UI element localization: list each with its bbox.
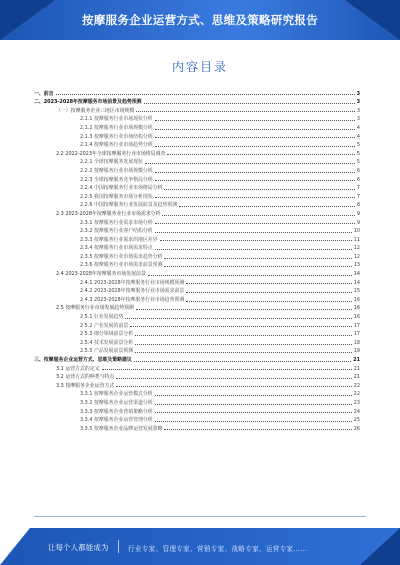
toc-leader-dots: [167, 154, 355, 155]
toc-entry-text: 2.4.2 2023-2028年按摩服务行业市场需求前景: [80, 288, 185, 295]
toc-entry[interactable]: [34, 294, 360, 303]
toc-leader-dots: [155, 120, 355, 121]
toc-page-number: 21: [353, 357, 360, 363]
toc-page-number: 4: [356, 133, 360, 140]
toc-entry[interactable]: [34, 311, 360, 320]
toc-entry[interactable]: [34, 200, 360, 209]
toc-entry-text: 3.3.5 按摩服务企业品牌运营发展策略: [80, 425, 163, 432]
toc-leader-dots: [56, 94, 355, 95]
toc-page-number: 16: [353, 305, 360, 312]
toc-entry-text: 2.1.3 按摩服务行业市场结构分析: [80, 133, 153, 140]
toc-page-number: 18: [353, 339, 360, 346]
toc-entry-text: 2.4.1 2023-2028年按摩服务行业市场规模预测: [80, 279, 185, 286]
toc-page-number: 26: [353, 425, 360, 432]
toc-page-number: 5: [356, 142, 360, 149]
footer-decoration-right: [360, 528, 400, 565]
toc-entry-text: 3.3.3 按摩服务企业营销策略分析: [80, 408, 153, 415]
toc-entry-text: 2.2.3 全球按摩服务竞争格局分析: [80, 176, 153, 183]
toc-entry[interactable]: [34, 329, 360, 338]
toc-leader-dots: [155, 404, 352, 405]
toc-leader-dots: [155, 395, 352, 396]
report-title: 按摩服务企业运营方式、思维及策略研究报告: [82, 13, 318, 27]
page-header: [0, 0, 400, 40]
toc-leader-dots: [136, 309, 352, 310]
toc-leader-dots: [130, 326, 352, 327]
toc-leader-dots: [102, 369, 352, 370]
toc-entry-text: 3.1 运营方式的定义: [56, 365, 100, 372]
toc-leader-dots: [148, 275, 352, 276]
toc-page-number: 16: [353, 296, 360, 303]
toc-page-number: 24: [353, 408, 360, 415]
toc-entry[interactable]: [34, 397, 360, 406]
toc-leader-dots: [162, 215, 354, 216]
toc-leader-dots: [145, 163, 355, 164]
toc-entry-text: 2.3.4 按摩服务行业市场需求特点: [80, 245, 153, 252]
toc-entry[interactable]: [34, 251, 360, 260]
toc-page-number: 23: [353, 399, 360, 406]
toc-entry[interactable]: [34, 337, 360, 346]
toc-entry-text: 3.3.1 按摩服务企业运营模式分析: [80, 391, 153, 398]
toc-entry[interactable]: [34, 372, 360, 381]
toc-entry[interactable]: [34, 380, 360, 389]
toc-page-number: 7: [356, 193, 360, 200]
toc-page-number: 16: [353, 314, 360, 321]
table-of-contents: [34, 88, 360, 432]
toc-entry-text: 2.5.3 细分领域前景分析: [80, 331, 134, 338]
toc-entry[interactable]: [34, 217, 360, 226]
toc-leader-dots: [125, 318, 351, 319]
toc-entry[interactable]: [34, 363, 360, 372]
toc-page-number: 19: [353, 348, 360, 355]
toc-page-number: 11: [353, 236, 360, 243]
page-footer: [0, 528, 400, 565]
toc-page-number: 22: [353, 391, 360, 398]
toc-entry[interactable]: [34, 165, 360, 174]
toc-entry[interactable]: [34, 320, 360, 329]
toc-leader-dots: [135, 335, 352, 336]
toc-entry[interactable]: [34, 174, 360, 183]
toc-entry[interactable]: [34, 157, 360, 166]
toc-entry-text: 2.4 2023-2028年按摩服务市场发展前景: [56, 271, 146, 278]
footer-separator: [118, 540, 119, 553]
toc-entry-text: 2.5.4 技术发展前景分析: [80, 339, 134, 346]
toc-entry-text: 2.1.4 按摩服务行业市场趋势分析: [80, 142, 153, 149]
footer-tagline: 行业专家、管理专家、营销专家、战略专家、运营专家……: [128, 545, 308, 553]
toc-leader-dots: [136, 111, 355, 112]
toc-leader-dots: [155, 223, 355, 224]
toc-page-number: 21: [353, 374, 360, 381]
toc-entry-text: 2.3.6 按摩服务行业市场需求前景预测: [80, 262, 163, 269]
toc-entry[interactable]: [34, 415, 360, 424]
toc-page-number: 5: [356, 159, 360, 166]
toc-leader-dots: [135, 344, 352, 345]
toc-entry[interactable]: [34, 131, 360, 140]
toc-leader-dots: [164, 258, 351, 259]
toc-entry[interactable]: [34, 122, 360, 131]
toc-page-number: 10: [353, 228, 360, 235]
toc-leader-dots: [186, 301, 352, 302]
toc-entry-text: （一）按摩服务企业三地区市场规模: [56, 107, 135, 114]
toc-leader-dots: [164, 266, 351, 267]
toc-entry-text: 2.1.1 按摩服务行业市场现状分析: [80, 116, 153, 123]
toc-page-number: 17: [353, 322, 360, 329]
toc-page-number: 17: [353, 331, 360, 338]
toc-entry[interactable]: [34, 191, 360, 200]
toc-page-number: 3: [356, 116, 360, 123]
toc-entry[interactable]: [34, 140, 360, 149]
toc-entry[interactable]: [34, 226, 360, 235]
footer-slogan: 让每个人都能成为: [48, 543, 109, 552]
toc-page-number: 8: [356, 202, 360, 209]
toc-leader-dots: [155, 180, 355, 181]
toc-leader-dots: [116, 386, 352, 387]
toc-entry-text: 2.3.1 按摩服务行业需求市场分析: [80, 219, 153, 226]
toc-entry[interactable]: [34, 243, 360, 252]
toc-entry-text: 2.5.5 产品发展前景预测: [80, 348, 134, 355]
toc-entry[interactable]: [34, 406, 360, 415]
toc-entry-text: 2.1.2 按摩服务行业市场规模分析: [80, 124, 153, 131]
toc-page-number: 7: [356, 185, 360, 192]
toc-entry[interactable]: [34, 260, 360, 269]
toc-leader-dots: [186, 292, 352, 293]
toc-entry[interactable]: [34, 105, 360, 114]
toc-entry-text: 2.2.6 中国按摩服务行业发展前景及趋势预测: [80, 202, 178, 209]
toc-entry-text: 2.3.3 按摩服务行业需求的地区差异: [80, 236, 158, 243]
toc-leader-dots: [116, 378, 352, 379]
toc-leader-dots: [155, 197, 355, 198]
toc-entry[interactable]: [34, 97, 360, 106]
toc-page-number: 12: [353, 245, 360, 252]
toc-entry[interactable]: [34, 114, 360, 123]
toc-entry-text: 3.3 按摩服务企业运营方式: [56, 382, 115, 389]
toc-entry-text: 3.3.2 按摩服务企业运营渠道分析: [80, 399, 153, 406]
toc-entry-text: 2.2.4 中国按摩服务行业市场格局分析: [80, 185, 163, 192]
toc-page-number: 3: [356, 99, 360, 106]
toc-page-number: 15: [353, 288, 360, 295]
toc-page-number: 3: [356, 107, 360, 114]
toc-entry[interactable]: [34, 148, 360, 157]
toc-entry[interactable]: [34, 354, 360, 363]
toc-entry-text: 2.5.2 产业发展的前景: [80, 322, 129, 329]
toc-leader-dots: [164, 429, 351, 430]
toc-page-number: 5: [356, 150, 360, 157]
toc-page-number: 12: [353, 253, 360, 260]
toc-leader-dots: [155, 421, 352, 422]
toc-entry-text: 2.3 2023-2028年按摩服务业行业市场需求分析: [56, 210, 161, 217]
toc-leader-dots: [155, 146, 355, 147]
toc-entry[interactable]: [34, 286, 360, 295]
toc-page-number: 3: [356, 90, 360, 97]
toc-page-number: 6: [356, 176, 360, 183]
toc-entry[interactable]: [34, 423, 360, 432]
toc-entry-text: 3.2 运营方式的种类与特点: [56, 374, 115, 381]
toc-entry-text: 2.2.2 按摩服务行业市场规模分析: [80, 167, 153, 174]
toc-entry-text: 3.3.4 按摩服务企业运营管理分析: [80, 417, 153, 424]
toc-entry-text: 2.5 按摩服务行业市场发展趋势预测: [56, 305, 134, 312]
toc-leader-dots: [155, 249, 352, 250]
toc-page-number: 25: [353, 417, 360, 424]
toc-page-number: 14: [353, 271, 360, 278]
toc-entry-text: 二、2023-2028年按摩服务市场前景及趋势预测: [34, 99, 142, 106]
toc-page-number: 9: [356, 219, 360, 226]
toc-entry[interactable]: [34, 303, 360, 312]
toc-entry-text: 一、前言: [34, 90, 54, 97]
toc-page-number: 22: [353, 382, 360, 389]
toc-entry-text: 2.2 2022-2023年全球按摩服务行业市场格局调查: [56, 150, 166, 157]
toc-leader-dots: [134, 361, 351, 362]
toc-entry[interactable]: [34, 88, 360, 97]
toc-leader-dots: [160, 240, 352, 241]
footer-decoration-left: [0, 528, 30, 565]
toc-page-number: 13: [353, 262, 360, 269]
toc-entry[interactable]: [34, 389, 360, 398]
toc-leader-dots: [186, 283, 352, 284]
toc-entry[interactable]: [34, 346, 360, 355]
toc-page-number: 9: [356, 210, 360, 217]
toc-leader-dots: [155, 129, 355, 130]
toc-entry[interactable]: [34, 268, 360, 277]
toc-entry-text: 2.2.5 我国按摩服务市场分析现状: [80, 193, 153, 200]
toc-entry-text: 2.3.5 按摩服务行业市场需求趋势分析: [80, 253, 163, 260]
toc-leader-dots: [164, 189, 354, 190]
toc-leader-dots: [155, 412, 352, 413]
toc-entry-text: 2.2.1 全球按摩服务发展现状: [80, 159, 143, 166]
toc-page-number: 6: [356, 167, 360, 174]
toc-entry-text: 2.3.2 按摩服务行业客户结构分析: [80, 228, 153, 235]
toc-entry-text: 三、按摩服务企业运营方式、思维及策略建议: [34, 357, 132, 363]
toc-entry[interactable]: [34, 277, 360, 286]
toc-page-number: 4: [356, 124, 360, 131]
toc-leader-dots: [155, 137, 355, 138]
toc-entry-text: 2.4.3 2023-2028年按摩服务行业市场趋势预测: [80, 296, 185, 303]
toc-leader-dots: [179, 206, 355, 207]
footer-divider: [34, 516, 366, 517]
toc-page-number: 21: [353, 365, 360, 372]
toc-page-number: 14: [353, 279, 360, 286]
toc-entry[interactable]: [34, 208, 360, 217]
toc-heading: 内容目录: [171, 60, 228, 74]
toc-leader-dots: [155, 172, 355, 173]
toc-entry[interactable]: [34, 183, 360, 192]
toc-leader-dots: [144, 103, 355, 104]
toc-entry-text: 2.5.1 行业发展趋势: [80, 314, 124, 321]
toc-leader-dots: [135, 352, 352, 353]
toc-entry[interactable]: [34, 234, 360, 243]
toc-leader-dots: [155, 232, 352, 233]
